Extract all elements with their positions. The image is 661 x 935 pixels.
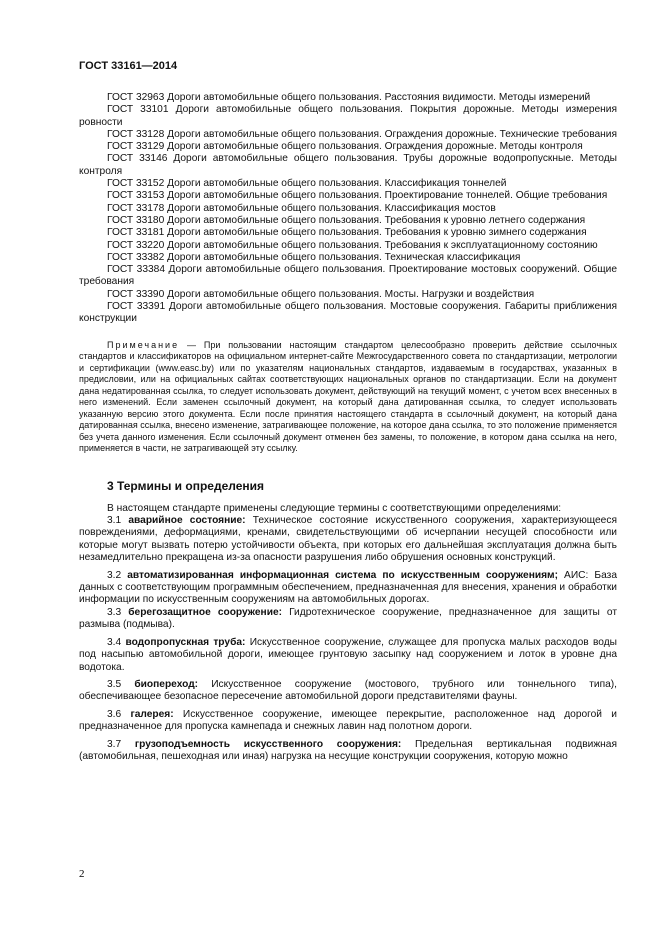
term-definition: 3.4 водопропускная труба: Искусственное сооружение, служащее для пропуска малых расходов воды под насыпью автомобильной дороги, имеющее грунтовую засыпку над сооружением и лоток в уровне дна водотока. (79, 636, 617, 673)
term-definition: 3.7 грузоподъемность искусственного сооружения: Предельная вертикальная подвижная (автомобильная, пешеходная или иная) нагрузка на несущие конструкции сооружения, которую можно (79, 738, 617, 762)
reference-item: ГОСТ 33128 Дороги автомобильные общего пользования. Ограждения дорожные. Технические требования (107, 128, 617, 140)
term-name: берегозащитное сооружение: (128, 606, 283, 618)
reference-item: ГОСТ 33152 Дороги автомобильные общего пользования. Классификация тоннелей (107, 178, 507, 190)
page-number: 2 (79, 868, 85, 880)
term-name: галерея: (130, 708, 174, 720)
reference-item: ГОСТ 33178 Дороги автомобильные общего пользования. Классификация мостов (107, 202, 496, 214)
section-intro: В настоящем стандарте применены следующие термины с соответствующими определениями: (107, 502, 562, 514)
reference-item: ГОСТ 33181 Дороги автомобильные общего пользования. Требования к уровню зимнего содержания (107, 227, 587, 239)
term-name: автоматизированная информационная система по искусственным сооружениям; (127, 569, 558, 581)
reference-item: ГОСТ 33146 Дороги автомобильные общего пользования. Трубы дорожные водопропускные. Методы контроля (79, 153, 617, 177)
reference-item: ГОСТ 33382 Дороги автомобильные общего пользования. Техническая классификация (107, 251, 521, 263)
reference-item: ГОСТ 33220 Дороги автомобильные общего пользования. Требования к эксплуатационному состоянию (107, 239, 598, 251)
reference-item: ГОСТ 32963 Дороги автомобильные общего пользования. Расстояния видимости. Методы измерений (107, 92, 591, 103)
document-header: ГОСТ 33161—2014 (79, 60, 178, 72)
note-label: Примечание (107, 339, 180, 350)
note-text: При пользовании настоящим стандартом целесообразно проверить действие ссылочных стандартов и классификаторов на официальном интернет-сайте Межгосударственного совета по стандартизации, метрологии и сертификации (www.easc.by) или по указателям национальных стандартов, издаваемым в государствах, указанных в предисловии, или на официальных сайтах соответствующих национальных органов по стандартизации. Если на документ дана недатированная ссылка, то следует использовать документ, действующий на текущий момент, с учетом всех внесенных в него изменений. Если заменен ссылочный документ, на который дана датированная ссылка, то следует использовать указанную версию этого документа. Если после принятия настоящего стандарта в ссылочный документ, на который дана датированная ссылка, внесено изменение, затрагивающее положение, на которое дана ссылка, то это положение применяется без учета данного изменения. Если ссылочный документ отменен без замены, то положение, в котором дана ссылка на него, применяется в части, не затрагивающей эту ссылку. (79, 339, 617, 454)
term-name: грузоподъемность искусственного сооружения: (134, 738, 402, 750)
term-definition: 3.2 автоматизированная информационная система по искусственным сооружениям; АИС: База данных с соответствующим программным обеспечением, предназначенная для внесения, хранения и обработки информации по искусственным сооружениям на автомобильных дорогах. (79, 569, 617, 606)
reference-item: ГОСТ 33129 Дороги автомобильные общего пользования. Ограждения дорожные. Методы контроля (107, 141, 583, 153)
term-name: водопропускная труба: (125, 636, 246, 648)
section-title: 3 Термины и определения (107, 478, 265, 493)
reference-item: ГОСТ 33180 Дороги автомобильные общего пользования. Требования к уровню летнего содержания (107, 214, 586, 226)
reference-item: ГОСТ 33153 Дороги автомобильные общего пользования. Проектирование тоннелей. Общие требования (107, 190, 608, 202)
reference-item: ГОСТ 33391 Дороги автомобильные общего пользования. Мостовые сооружения. Габариты приближения конструкции (79, 301, 617, 325)
term-name: аварийное состояние: (128, 515, 246, 527)
term-definition: 3.6 галерея: Искусственное сооружение, имеющее перекрытие, расположенное над дорогой и предназначенное для пропуска камнепада и снежных лавин над полотном дороги. (79, 708, 617, 733)
term-definition: 3.1 аварийное состояние: Техническое состояние искусственного сооружения, характеризующееся повреждениями, деформациями, кренами, свидетельствующими об исчерпании несущей способности или которые могут вызвать потерю устойчивости объекта, при которых его дальнейшая эксплуатация должна быть незамедлительно прекращена из-за опасности разрушения либо обрушения основных конструкций. (79, 515, 617, 564)
note-paragraph (79, 340, 617, 455)
references-list (79, 92, 617, 326)
reference-item: ГОСТ 33384 Дороги автомобильные общего пользования. Проектирование мостовых сооружений. Общие требования (79, 264, 617, 288)
term-definition: 3.3 берегозащитное сооружение: Гидротехническое сооружение, предназначенное для защиты от размыва (подмыва). (79, 606, 617, 631)
reference-item: ГОСТ 33390 Дороги автомобильные общего пользования. Мосты. Нагрузки и воздействия (107, 288, 535, 300)
term-definition: 3.5 биопереход: Искусственное сооружение (мостового, трубного или тоннельного типа), обеспечивающее безопасное пересечение автомобильной дороги представителями фауны. (79, 678, 617, 703)
note-dash: — (179, 339, 204, 350)
term-name: биопереход: (134, 678, 199, 690)
reference-item: ГОСТ 33101 Дороги автомобильные общего пользования. Покрытия дорожные. Методы измерения ровности (79, 104, 617, 128)
